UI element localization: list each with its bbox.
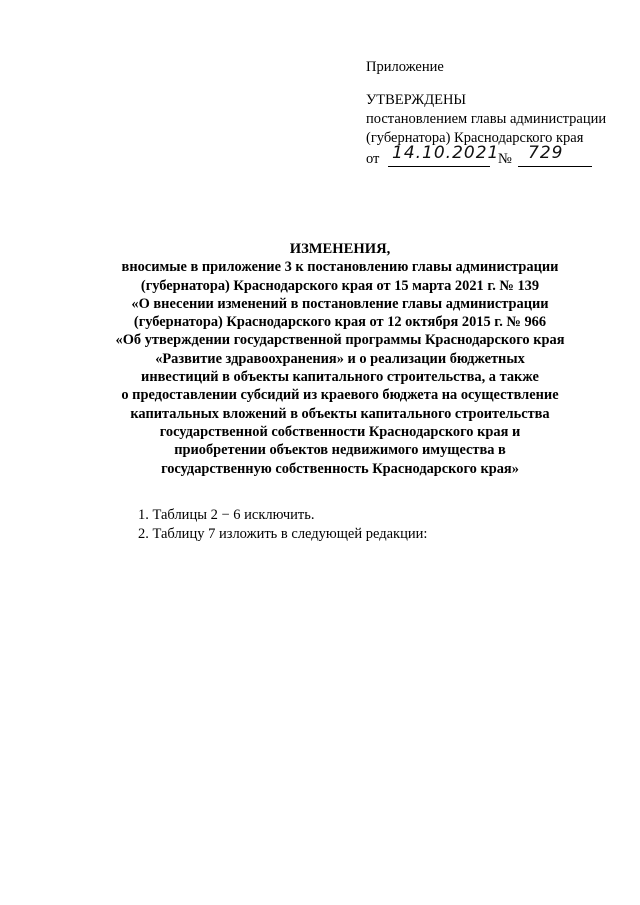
approval-authority-line-1: постановлением главы администрации — [366, 111, 607, 127]
title-line: (губернатора) Краснодарского края от 15 марта 2021 г. № 139 — [140, 277, 540, 294]
title-line: «Об утверждении государственной программы Краснодарского края — [115, 332, 565, 349]
number-underline — [518, 166, 592, 167]
title-line: вносимые в приложение 3 к постановлению главы администрации — [121, 259, 559, 276]
from-label: от — [366, 151, 380, 167]
amendment-items — [138, 506, 427, 544]
approval-block — [366, 58, 606, 170]
document-title — [80, 240, 600, 478]
title-line: о предоставлении субсидий из краевого бюджета на осуществление — [121, 387, 559, 404]
title-line: инвестиций в объекты капитального строительства, а также — [141, 369, 539, 386]
amendment-item: 2. Таблицу 7 изложить в следующей редакции: — [138, 526, 428, 542]
title-heading: ИЗМЕНЕНИЯ, — [289, 241, 391, 257]
title-line: «О внесении изменений в постановление главы администрации — [131, 295, 549, 312]
amendment-item: 1. Таблицы 2 − 6 исключить. — [138, 507, 315, 523]
title-line: государственную собственность Краснодарского края» — [161, 460, 519, 477]
approval-date-line — [366, 143, 606, 170]
title-line: (губернатора) Краснодарского края от 12 октября 2015 г. № 966 — [133, 314, 547, 331]
date-underline — [388, 166, 490, 167]
approved-label: УТВЕРЖДЕНЫ — [366, 92, 467, 108]
title-line: государственной собственности Краснодарского края и — [159, 423, 521, 440]
title-line: капитальных вложений в объекты капитального строительства — [130, 405, 550, 422]
title-line: «Развитие здравоохранения» и о реализации бюджетных — [155, 350, 525, 367]
handwritten-date: 14.10.2021 — [392, 143, 500, 163]
handwritten-number: 729 — [528, 143, 564, 163]
approval-authority-line-2: (губернатора) Краснодарского края — [366, 130, 584, 146]
title-line: приобретении объектов недвижимого имущества в — [174, 442, 506, 459]
appendix-label: Приложение — [366, 59, 444, 75]
number-label: № — [498, 151, 512, 167]
